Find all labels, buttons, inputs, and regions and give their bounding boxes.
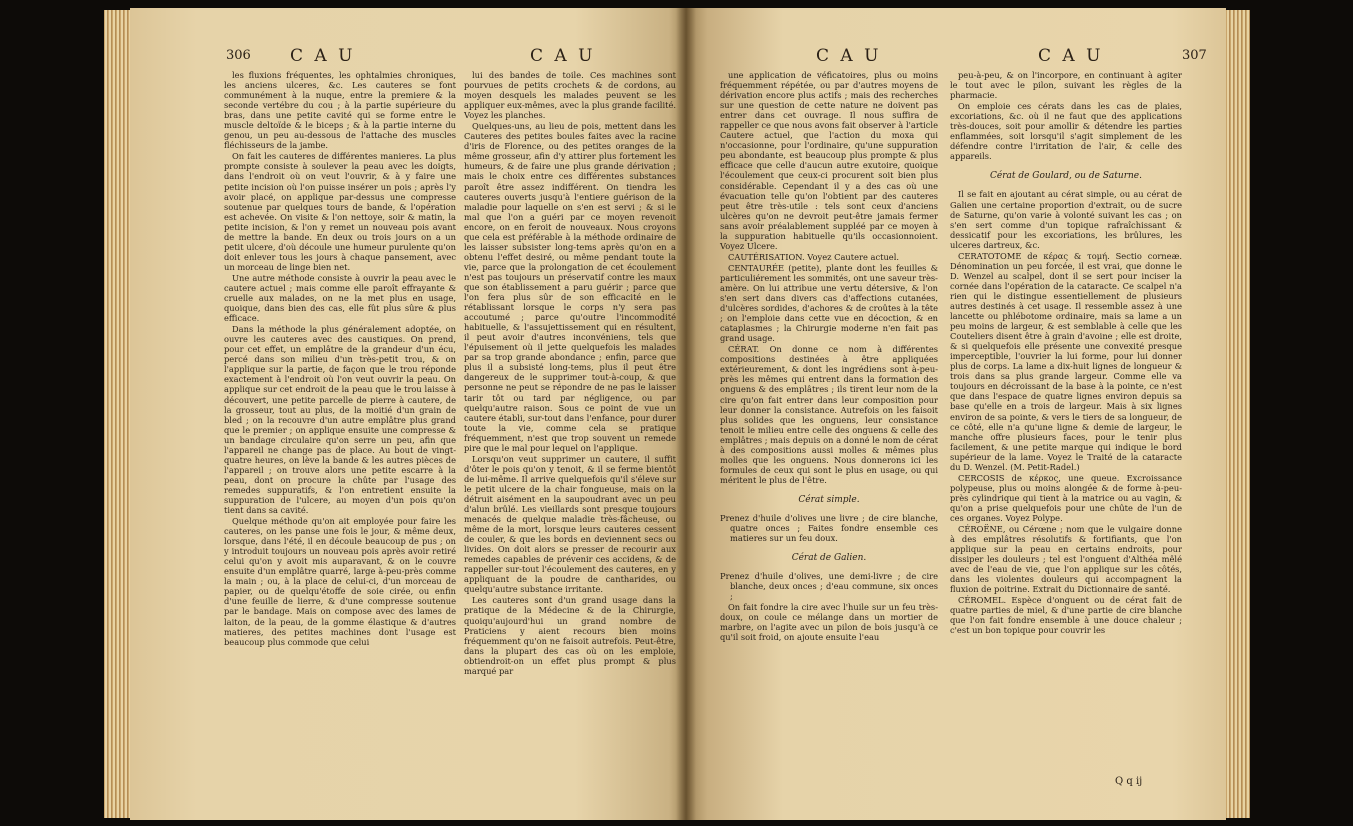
- text-paragraph: On fait les cauteres de différentes manieres. La plus prompte consiste à soulever la peau avec les doigts, dans l'endroit où on veut l'ouvrir, & à y faire une petite incision où l'on puisse insérer un pois ; après l'y avoir placé, on applique par-dessus une compresse soutenue par quelques tours de bande, & l'opération est achevée. On visite & l'on nettoye, soir & matin, la petite incision, & l'on y remet un nouveau pois avant de mettre la bande. En deux ou trois jours on a un petit ulcere, d'où découle une humeur purulente qu'on doit enlever tous les jours à chaque pansement, avec un morceau de linge bien net.: [224, 151, 456, 272]
- book-gutter: [676, 8, 696, 820]
- text-paragraph: On emploie ces cérats dans les cas de plaies, excoriations, &c. où il ne faut que des applications très-douces, soit pour amollir & détendre les parties enflammées, soit lorsqu'il s'agit simplement de les défendre contre l'irritation de l'air, & celle des appareils.: [950, 101, 1182, 162]
- text-paragraph: On fait fondre la cire avec l'huile sur un feu très-doux, on coule ce mélange dans un mortier de marbre, on l'agite avec un pilon de bois jusqu'à ce qu'il soit froid, on ajoute ensuite l'eau: [720, 602, 938, 643]
- right-page-edges: [1222, 10, 1250, 818]
- running-head-left-1: C A U: [290, 46, 356, 66]
- text-paragraph: CÉRAT. On donne ce nom à différentes compositions destinées à être appliquées extérieurement, & dont les ingrédiens sont à-peu-près les mêmes qui entrent dans la formation des onguens & des emplâtres ; ils tirent leur nom de la cire qu'on fait entrer dans leur composition pour leur donner la consistance. Autrefois on les faisoit plus solides que les onguens, leur consistance tenoit le milieu entre celle des onguens & celle des emplâtres ; mais depuis on a donné le nom de cérat à des compositions aussi molles & mêmes plus molles que les onguens. Nous donnerons ici les formules de ceux qui sont le plus en usage, ou qui méritent le plus de l'être.: [720, 344, 938, 485]
- page-number-right: 307: [1182, 48, 1207, 63]
- running-head-left-2: C A U: [530, 46, 596, 66]
- section-heading: Cérat simple.: [798, 494, 860, 505]
- text-paragraph: lui des bandes de toile. Ces machines sont pourvues de petits crochets & de cordons, au moyen desquels les malades peuvent se les appliquer eux-mêmes, avec la plus grande facilité. Voyez les planches.: [464, 70, 676, 121]
- text-paragraph: peu-à-peu, & on l'incorpore, en continuant à agiter le tout avec le pilon, suivant les règles de la pharmacie.: [950, 70, 1182, 101]
- recipe-paragraph: Prenez d'huile d'olives, une demi-livre ; de cire blanche, deux onces ; d'eau commune, six onces ;: [720, 571, 938, 602]
- text-paragraph: les fluxions fréquentes, les ophtalmies chroniques, les anciens ulceres, &c. Les cauteres se font communément à la nuque, entre la premiere & la seconde vertébre du cou ; à la partie supérieure du bras, dans une petite cavité qui se forme entre le muscle deltoïde & le biceps ; & à la partie interne du genou, un peu au-dessous de l'attache des muscles fléchisseurs de la jambe.: [224, 70, 456, 151]
- text-paragraph: Quelques-uns, au lieu de pois, mettent dans les Cauteres des petites boules faites avec la racine d'iris de Florence, ou des petites oranges de la même grosseur, afin d'y attirer plus fortement les humeurs, & de faire une plus grande dérivation ; mais le choix entre ces différentes substances paroît être assez indifférent. On tiendra les cauteres ouverts jusqu'à l'entiere guérison de la maladie pour laquelle on s'en est servi ; & si le mal que l'on a guéri par ce moyen revenoit encore, on en feroit de nouveaux. Nous croyons que cela est préférable à la méthode ordinaire de les laisser subsister long-tems après qu'on en a obtenu l'effet desiré, ou même pendant toute la vie, parce que la prolongation de cet écoulement n'est pas toujours un préservatif contre les maux que son établissement a paru guérir ; parce que l'on fera plus sûr de son efficacité en le rétablissant lorsque le corps n'y sera pas accoutumé ; parce qu'outre l'incommodité habituelle, & l'assujettissement qui en résultent, il peut avoir d'autres inconvéniens, tels que l'épuisement où il jette quelquefois les malades par sa trop grande abondance ; enfin, parce que plus il a subsisté long-tems, plus il peut être dangereux de le supprimer tout-à-coup, & que personne ne peut se répondre de ne pas le laisser tarir tôt ou tard par négligence, ou par quelqu'autre raison. Sous ce point de vue un cautere établi, sur-tout dans l'enfance, pour durer toute la vie, comme cela se pratique fréquemment, n'est que trop souvent un remede pire que le mal pour lequel on l'applique.: [464, 121, 676, 453]
- text-paragraph: CÉROËNE, ou Cérœne ; nom que le vulgaire donne à des emplâtres résolutifs & fortifiants, que l'on applique sur la peau en certains endroits, pour dissiper les douleurs ; tel est l'onguent d'Althéa mêlé avec de l'eau de vie, que l'on applique sur les côtés, dans les violentes douleurs qui accompagnent la fluxion de poitrine. Extrait du Dictionnaire de santé.: [950, 524, 1182, 595]
- running-head-right-1: C A U: [816, 46, 882, 66]
- signature-mark: Q q ij: [1115, 776, 1143, 787]
- text-paragraph: Dans la méthode la plus généralement adoptée, on ouvre les cauteres avec des caustiques. On prend, pour cet effet, un emplâtre de la grandeur d'un écu, percé dans son milieu d'un très-petit trou, & on l'applique sur la partie, de façon que le trou réponde exactement à l'endroit où l'on veut ouvrir la peau. On applique sur cet endroit de la peau que le trou laisse à découvert, une petite parcelle de pierre à cautere, de la grosseur, tout au plus, de la moitié d'un grain de bled ; on la recouvre d'un autre emplâtre plus grand que le premier ; on applique ensuite une compresse & un bandage circulaire qu'on serre un peu, afin que l'appareil ne change pas de place. Au bout de vingt-quatre heures, on lève la bande & les autres pièces de l'appareil ; on trouve alors une petite escarre à la peau, dont on procure la chûte par l'usage des remedes suppuratifs, & l'on entretient ensuite la suppuration de l'ulcere, au moyen d'un pois qu'on tient dans sa cavité.: [224, 324, 456, 516]
- left-page-column-1: [224, 70, 456, 648]
- section-heading: Cérat de Galien.: [791, 553, 867, 564]
- text-paragraph: CERCOSIS de κέρκος, une queue. Excroissance polypeuse, plus ou moins alongée & de forme à-peu-près cylindrique qui tient à la matrice ou au vagin, & qu'on a prise quelquefois pour une chûte de l'un de ces organes. Voyez Polype.: [950, 472, 1182, 523]
- text-paragraph: Il se fait en ajoutant au cérat simple, ou au cérat de Galien une certaine proportion d'extrait, ou de sucre de Saturne, qu'on varie à volonté suivant les cas ; on s'en sert comme d'un topique rafraîchissant & dessicatif pour les excoriations, les brûlures, les ulceres dartreux, &c.: [950, 189, 1182, 250]
- text-paragraph: Quelque méthode qu'on ait employée pour faire les cauteres, on les panse une fois le jour, & même deux, lorsque, dans l'été, il en découle beaucoup de pus ; on y introduit toujours un nouveau pois après avoir retiré celui qu'on y avoit mis auparavant, & on le couvre ensuite d'un emplâtre quarré, large à-peu-près comme la main ; ou, à la place de celui-ci, d'un morceau de papier, ou de quelqu'étoffe de soie cirée, ou enfin d'une feuille de lierre, & d'une compresse soutenue par le bandage. Mais on compose avec des lames de laiton, de la peau, de la gomme élastique & d'autres matieres, des petites machines dont l'usage est beaucoup plus commode que celui: [224, 516, 456, 647]
- text-paragraph: CERATOTOME de κέρας & τομή. Sectio corneæ. Dénomination un peu forcée, il est vrai, que donne le D. Wenzel au scalpel, dont il se sert pour inciser la cornée dans l'opération de la cataracte. Ce scalpel n'a rien qui le distingue essentiellement de plusieurs autres destinés à cet usage. Il ressemble assez à une lancette ou phlébotome ordinaire, mais sa lame a un peu moins de largeur, & est semblable à celle que les Couteliers disent être à grain d'avoine ; elle est droite, & si quelquefois elle présente une convexité presque imperceptible, l'ouvrier la lui forme, pour lui donner plus de corps. La lame a dix-huit lignes de longueur & trois dans sa plus grande largeur. Comme elle va toujours en décroissant de la base à la pointe, ce n'est que dans l'espace de quatre lignes environ depuis sa base qu'elle en a trois de largeur. Mais à six lignes environ de sa pointe, & vers le tiers de sa longueur, de ce côté, elle n'a qu'une ligne & demie de largeur, le manche offre plusieurs faces, pour le tenir plus facilement, & une petite marque qui indique le bord supérieur de la lame. Voyez le Traité de la cataracte du D. Wenzel. (M. Petit-Radel.): [950, 250, 1182, 472]
- right-page: [686, 8, 1226, 820]
- text-paragraph: CÉROMEL. Espèce d'onguent ou de cérat fait de quatre parties de miel, & d'une partie de cire blanche que l'on fait fondre ensemble à une douce chaleur ; c'est un bon topique pour couvrir les: [950, 595, 1182, 636]
- text-paragraph: CAUTÉRISATION. Voyez Cautere actuel.: [728, 251, 899, 262]
- left-page-column-2: [464, 70, 676, 677]
- text-paragraph: CENTAURÉE (petite), plante dont les feuilles & particuliérement les sommités, ont une saveur très-amère. On lui attribue une vertu détersive, & l'on s'en sert dans divers cas d'affections cutanées, d'ulcères sordides, d'achores & de croûtes à la tête ; on l'emploie dans cette vue en décoction, & en cataplasmes ; la Chirurgie moderne n'en fait pas grand usage.: [720, 262, 938, 344]
- text-paragraph: une application de véficatoires, plus ou moins fréquemment répétée, ou par d'autres moyens de dérivation encore plus actifs ; mais des recherches sur une question de cette nature ne doivent pas entrer dans cet ouvrage. Il nous suffira de rappeller ce que nous avons fait observer à l'article Cautere actuel, que l'action du moxa qui n'occasionne, pour l'ordinaire, qu'une suppuration peu abondante, est beaucoup plus prompte & plus efficace que celle d'aucun autre exutoire, quoique l'écoulement que ceux-ci procurent soit bien plus considérable. Cependant il y a des cas où une évacuation telle qu'on l'obtient par des cauteres peut être très-utile : tels sont ceux d'anciens ulcères qu'on ne devroit peut-être jamais fermer sans avoir préalablement suppléé par ce moyen à la suppuration habituelle qu'ils occasionnoient. Voyez Ulcere.: [720, 70, 938, 251]
- right-page-column-1: [720, 70, 938, 643]
- text-paragraph: Les cauteres sont d'un grand usage dans la pratique de la Médecine & de la Chirurgie, quoiqu'aujourd'hui un grand nombre de Praticiens y aient recours bien moins fréquemment qu'on ne faisoit autrefois. Peut-être, dans la plupart des cas où on les emploie, obtiendroit-on un effet plus prompt & plus marqué par: [464, 595, 676, 676]
- recipe-paragraph: Prenez d'huile d'olives une livre ; de cire blanche, quatre onces ; Faites fondre ensemble ces matieres sur un feu doux.: [720, 512, 938, 544]
- page-number-left: 306: [226, 48, 251, 63]
- section-heading: Cérat de Goulard, ou de Saturne.: [990, 171, 1142, 182]
- left-page: [130, 8, 686, 820]
- text-paragraph: Une autre méthode consiste à ouvrir la peau avec le cautere actuel ; mais comme elle paroît effrayante & cruelle aux malades, on ne la met plus en usage, quoique, dans bien des cas, elle fût plus sûre & plus efficace.: [224, 272, 456, 324]
- text-paragraph: Lorsqu'on veut supprimer un cautere, il suffit d'ôter le pois qu'on y tenoit, & il se ferme bientôt de lui-même. Il arrive quelquefois qu'il s'éleve sur le petit ulcere de la chair fongueuse, mais on la détruit aisément en la saupoudrant avec un peu d'alun brûlé. Les vieillards sont presque toujours menacés de quelque maladie très-fâcheuse, ou même de la mort, lorsque leurs cauteres cessent de couler, & que les bords en deviennent secs ou livides. On doit alors se presser de recourir aux remedes capables de prévenir ces accidens, & de rappeller sur-tout l'écoulement des cauteres, en y appliquant de la poudre de cantharides, ou quelqu'autre substance irritante.: [464, 453, 676, 595]
- running-head-right-2: C A U: [1038, 46, 1104, 66]
- right-page-column-2: [950, 70, 1182, 637]
